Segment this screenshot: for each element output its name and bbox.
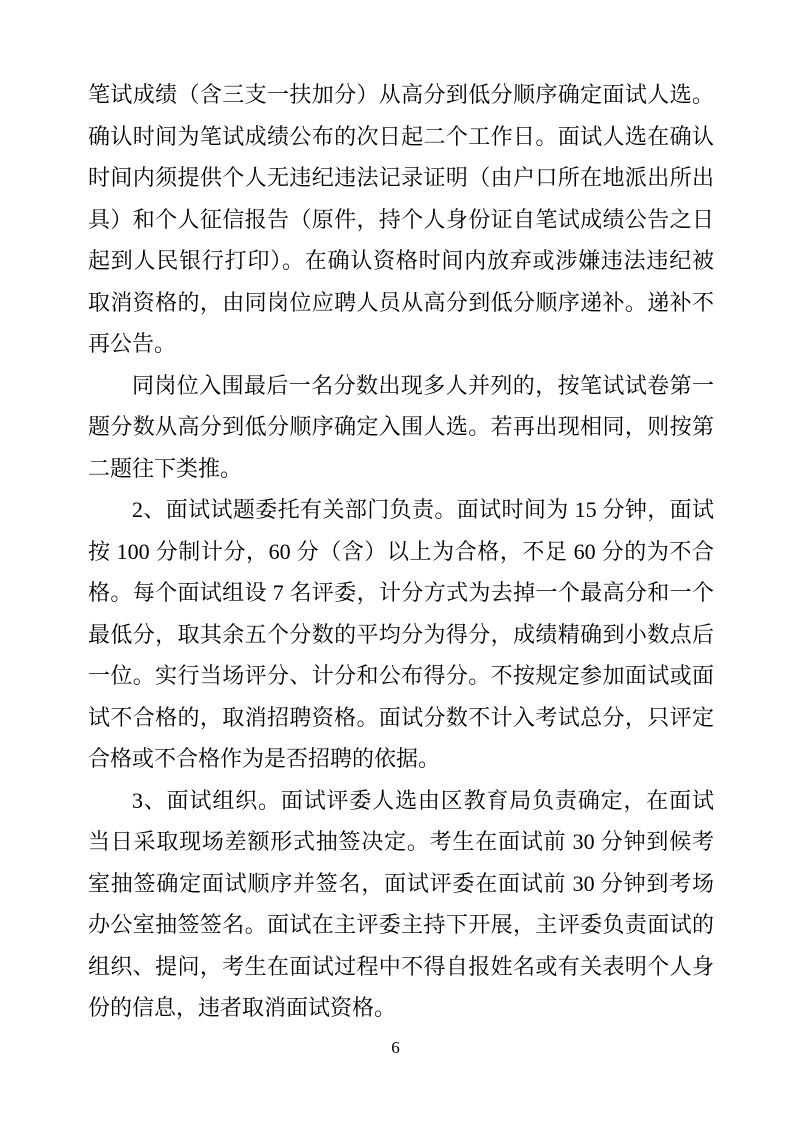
paragraph-interview-scoring: 2、面试试题委托有关部门负责。面试时间为 15 分钟，面试按 100 分制计分，60 分（含）以上为合格，不足 60 分的为不合格。每个面试组设 7 名评委，计分方式为去掉一个最高分和一个最低分，取其余五个分数的平均分为得分，成绩精确到小数点后一位。实行当场评分、计分和公布得分。不按规定参加面试或面试不合格的，取消招聘资格。面试分数不计入考试总分，只评定合格或不合格作为是否招聘的依据。	[88, 497, 714, 771]
document-body	[88, 74, 714, 1029]
page-number: 6	[391, 1038, 400, 1057]
paragraph-interview-organization: 3、面试组织。面试评委人选由区教育局负责确定，在面试当日采取现场差额形式抽签决定。考生在面试前 30 分钟到候考室抽签确定面试顺序并签名，面试评委在面试前 30 分钟到考场办公室抽签签名。面试在主评委主持下开展，主评委负责面试的组织、提问，考生在面试过程中不得自报姓名或有关表明个人身份的信息，违者取消面试资格。	[88, 787, 714, 1020]
paragraph-tiebreak-rule: 同岗位入围最后一名分数出现多人并列的，按笔试试卷第一题分数从高分到低分顺序确定入围人选。若再出现相同，则按第二题往下类推。	[88, 372, 714, 481]
paragraph-continuation: 笔试成绩（含三支一扶加分）从高分到低分顺序确定面试人选。确认时间为笔试成绩公布的次日起二个工作日。面试人选在确认时间内须提供个人无违纪违法记录证明（由户口所在地派出所出具）和个人征信报告（原件，持个人身份证自笔试成绩公告之日起到人民银行打印）。在确认资格时间内放弃或涉嫌违法违纪被取消资格的，由同岗位应聘人员从高分到低分顺序递补。递补不再公告。	[88, 82, 714, 356]
